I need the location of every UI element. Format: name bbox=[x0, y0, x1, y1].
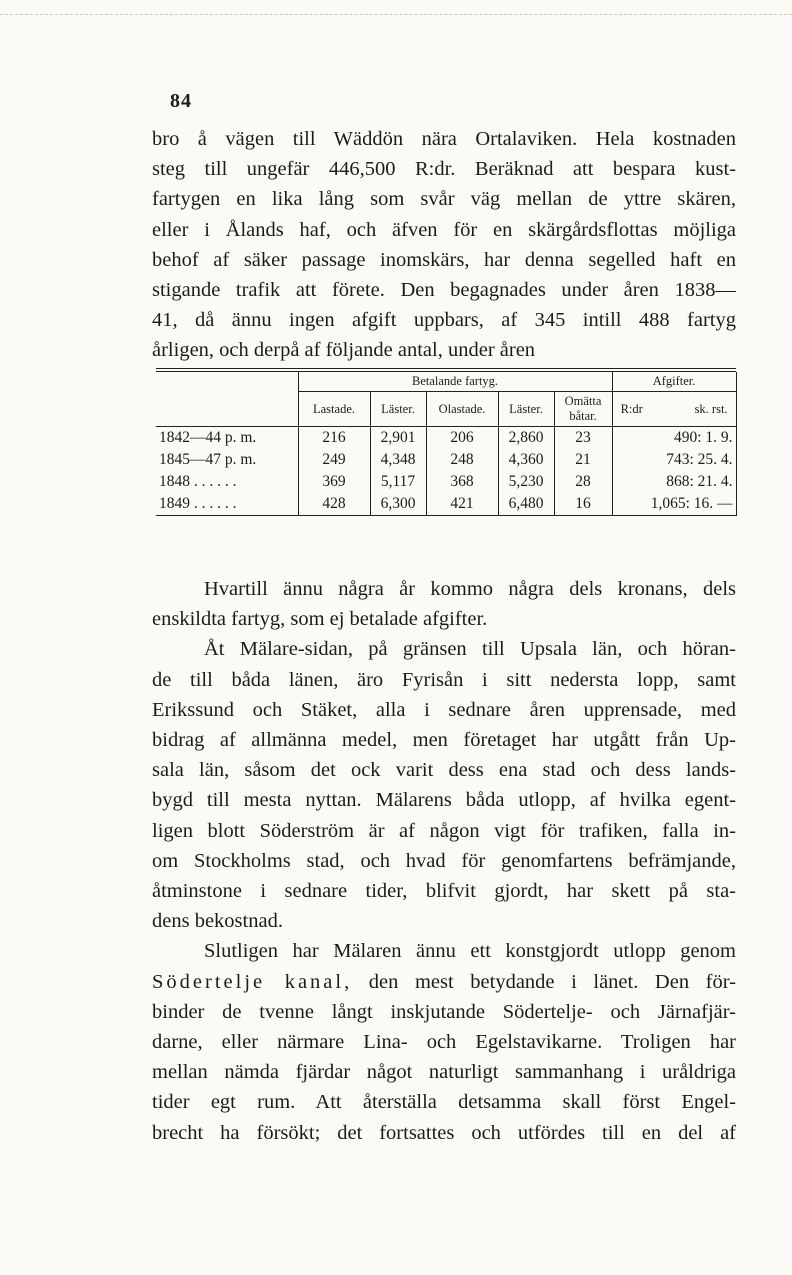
olastade-cell: 368 bbox=[426, 471, 498, 493]
text-line: Hvartill ännu några år kommo några dels kronans, dels bbox=[204, 578, 736, 600]
laster-cell: 6,300 bbox=[370, 493, 426, 516]
fee-cell: 868: 21. 4. bbox=[612, 471, 736, 493]
column-header-omatta-batar: Omätta båtar. bbox=[554, 392, 612, 427]
text-line: enskildta fartyg, som ej betalade afgifter. bbox=[152, 608, 488, 631]
omatta-cell: 28 bbox=[554, 471, 612, 493]
lastade-cell: 428 bbox=[298, 493, 370, 516]
text-line: behof af säker passage inomskärs, har denna segelled haft en bbox=[152, 248, 736, 271]
laster-2-cell: 2,860 bbox=[498, 427, 554, 450]
column-header-olastade: Olastade. bbox=[426, 392, 498, 427]
text-line: binder de tvenne långt inskjutande Södertelje- och Järnafjär- bbox=[152, 1000, 736, 1023]
column-header-lastade: Lastade. bbox=[298, 392, 370, 427]
laster-2-cell: 6,480 bbox=[498, 493, 554, 516]
laster-2-cell: 4,360 bbox=[498, 449, 554, 471]
text-line bbox=[152, 967, 736, 997]
text-line-rest: den mest betydande i länet. Den för- bbox=[352, 970, 736, 993]
period-cell: 1849 . . . . . . bbox=[156, 493, 298, 516]
lastade-cell: 369 bbox=[298, 471, 370, 493]
text-line: bidrag af allmänna medel, men företaget har utgått från Up- bbox=[152, 729, 736, 752]
olastade-cell: 206 bbox=[426, 427, 498, 450]
column-header-laster-2: Läster. bbox=[498, 392, 554, 427]
text-line: stigande trafik att förete. Den begagnades under åren 1838— bbox=[152, 279, 736, 302]
period-cell: 1842—44 p. m. bbox=[156, 427, 298, 450]
text-line: steg till ungefär 446,500 R:dr. Beräknad att bespara kust- bbox=[152, 158, 736, 181]
text-line: darne, eller närmare Lina- och Egelstavikarne. Troligen har bbox=[152, 1031, 736, 1054]
lastade-cell: 249 bbox=[298, 449, 370, 471]
text-line: om Stockholms stad, och hvad för genomfartens befrämjande, bbox=[152, 849, 736, 872]
table-row bbox=[156, 471, 736, 493]
paying-ships-header: Betalande fartyg. bbox=[298, 372, 612, 392]
text-line: Erikssund och Stäket, alla i sednare åren upprensade, med bbox=[152, 698, 736, 721]
page-number: 84 bbox=[170, 90, 192, 112]
text-line: dens bekostnad. bbox=[152, 910, 283, 933]
table-row bbox=[156, 493, 736, 516]
fee-cell: 743: 25. 4. bbox=[612, 449, 736, 471]
text-line: de till båda länen, äro Fyrisån i sitt nedersta lopp, samt bbox=[152, 668, 736, 691]
fee-subheader-rdr: R:dr bbox=[620, 401, 643, 416]
laster-cell: 2,901 bbox=[370, 427, 426, 450]
omatta-cell: 16 bbox=[554, 493, 612, 516]
traffic-table bbox=[156, 368, 736, 516]
text-line: ligen blott Söderström är af någon vigt för trafiken, falla in- bbox=[152, 819, 736, 842]
olastade-cell: 421 bbox=[426, 493, 498, 516]
laster-cell: 5,117 bbox=[370, 471, 426, 493]
canal-name: Södertelje kanal, bbox=[152, 970, 353, 993]
fee-cell: 1,065: 16. — bbox=[612, 493, 736, 516]
main-text-block bbox=[152, 574, 736, 1148]
table-row bbox=[156, 427, 736, 450]
omatta-cell: 21 bbox=[554, 449, 612, 471]
laster-cell: 4,348 bbox=[370, 449, 426, 471]
text-line: mellan nämda fjärdar något naturligt sammanhang i uråldriga bbox=[152, 1061, 736, 1084]
text-line: årligen, och derpå af följande antal, under åren bbox=[152, 339, 536, 362]
text-line: Åt Mälare-sidan, på gränsen till Upsala län, och höran- bbox=[204, 638, 736, 661]
fee-subheader bbox=[612, 392, 736, 427]
text-line: Slutligen har Mälaren ännu ett konstgjordt utlopp genom bbox=[204, 940, 736, 963]
text-line: fartygen en lika lång som svår väg mellan de yttre skären, bbox=[152, 188, 736, 211]
text-line: tider egt rum. Att återställa detsamma skall först Engel- bbox=[152, 1091, 736, 1114]
period-cell: 1848 . . . . . . bbox=[156, 471, 298, 493]
table-row bbox=[156, 449, 736, 471]
period-header bbox=[156, 372, 298, 427]
text-line: brecht ha försökt; det fortsattes och utfördes till en del af bbox=[152, 1121, 736, 1144]
text-line: 41, då ännu ingen afgift uppbars, af 345 intill 488 fartyg bbox=[152, 309, 736, 332]
page-top-edge bbox=[0, 14, 792, 15]
laster-2-cell: 5,230 bbox=[498, 471, 554, 493]
text-line: bro å vägen till Wäddön nära Ortalaviken. Hela kostnaden bbox=[152, 128, 736, 150]
text-line: åtminstone i sednare tider, blifvit gjordt, har skett på sta- bbox=[152, 880, 736, 903]
traffic-stats-table bbox=[156, 372, 737, 516]
lastade-cell: 216 bbox=[298, 427, 370, 450]
paragraph-1 bbox=[152, 124, 736, 366]
fees-header: Afgifter. bbox=[612, 372, 736, 392]
olastade-cell: 248 bbox=[426, 449, 498, 471]
omatta-cell: 23 bbox=[554, 427, 612, 450]
table-top-rule bbox=[156, 368, 736, 369]
text-line: bygd till mesta nyttan. Mälarens båda utlopp, af hvilka egent- bbox=[152, 789, 736, 812]
text-line: sala län, såsom det ock varit dess ena stad och dess lands- bbox=[152, 759, 736, 782]
period-cell: 1845—47 p. m. bbox=[156, 449, 298, 471]
fee-cell: 490: 1. 9. bbox=[612, 427, 736, 450]
fee-subheader-sk-rst: sk. rst. bbox=[694, 401, 728, 416]
text-line: eller i Ålands haf, och äfven för en skärgårdsflottas möjliga bbox=[152, 218, 736, 241]
column-header-laster: Läster. bbox=[370, 392, 426, 427]
